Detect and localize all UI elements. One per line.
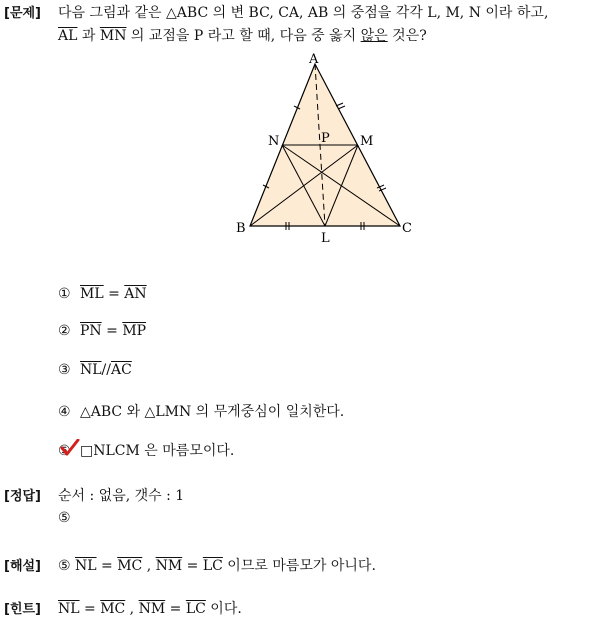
- operator: //: [101, 362, 111, 378]
- choice-number: ③: [58, 362, 71, 378]
- segment-ml: $\overline{ML}$: [80, 286, 104, 302]
- label-m: M: [360, 134, 374, 149]
- choice-5[interactable]: [58, 440, 234, 460]
- segment-lc: $\overline{LC}$: [185, 601, 206, 617]
- hint-line: [58, 598, 242, 618]
- choice-number: ⑤: [58, 558, 71, 574]
- segment-nm: $\overline{NM}$: [155, 558, 183, 574]
- segment-nl: $\overline{NL}$: [58, 601, 80, 617]
- segment-mc: $\overline{MC}$: [117, 558, 143, 574]
- operator: =: [182, 558, 203, 574]
- segment-mc: $\overline{MC}$: [100, 601, 126, 617]
- explanation-tag: [해설]: [4, 559, 41, 574]
- operator: =: [165, 601, 186, 617]
- segment-nl: $\overline{NL}$: [75, 558, 97, 574]
- choice-3[interactable]: [58, 362, 132, 378]
- segment-al: $\overline{AL}$: [58, 28, 78, 44]
- separator: ,: [125, 601, 139, 617]
- problem-text: 과: [77, 28, 100, 44]
- label-b: B: [236, 221, 246, 236]
- answer-line-1: 순서 : 없음, 갯수 : 1: [58, 488, 185, 504]
- segment-mp: $\overline{MP}$: [122, 323, 147, 339]
- choice-text: △ABC 와 △LMN 의 무게중심이 일치한다.: [80, 404, 345, 420]
- hint-text: 이다.: [205, 601, 242, 617]
- operator: =: [79, 601, 101, 617]
- problem-line-1: 다음 그림과 같은 △ABC 의 변 BC, CA, AB 의 중점을 각각 L, M, N 이라 하고,: [58, 5, 549, 21]
- operator: =: [103, 286, 125, 302]
- segment-ac: $\overline{AC}$: [110, 362, 132, 378]
- segment-pn: $\overline{PN}$: [80, 323, 102, 339]
- choice-number: ①: [58, 286, 71, 302]
- segment-an: $\overline{AN}$: [124, 286, 147, 302]
- checkmark-icon: [60, 439, 80, 457]
- choice-number: ②: [58, 323, 71, 339]
- operator: =: [101, 323, 123, 339]
- problem-text: 것은?: [387, 28, 427, 44]
- explanation-line: [58, 555, 376, 575]
- segment-nm: $\overline{NM}$: [138, 601, 166, 617]
- label-p: P: [321, 131, 330, 146]
- segment-nl: $\overline{NL}$: [80, 362, 102, 378]
- answer-tag: [정답]: [4, 489, 41, 504]
- choice-text: □NLCM 은 마름모이다.: [80, 443, 235, 459]
- label-c: C: [402, 221, 412, 236]
- choice-number: ④: [58, 404, 71, 420]
- label-l: L: [321, 231, 330, 246]
- label-n: N: [268, 134, 280, 149]
- answer-line-2: ⑤: [58, 510, 71, 526]
- choice-number: ⑤: [58, 443, 71, 459]
- separator: ,: [142, 558, 156, 574]
- triangle-figure: [230, 48, 420, 248]
- tick-am-1: [336, 103, 343, 106]
- underlined-word: 않은: [360, 28, 388, 44]
- segment-mn: $\overline{MN}$: [99, 28, 127, 44]
- tick-am-2: [338, 106, 345, 109]
- choice-1[interactable]: [58, 286, 147, 302]
- segment-lc: $\overline{LC}$: [202, 558, 223, 574]
- choice-4[interactable]: [58, 401, 344, 421]
- explanation-text: 이므로 마름모가 아니다.: [222, 558, 376, 574]
- problem-text: 의 교점을 P 라고 할 때, 다음 중 옳지: [126, 28, 361, 44]
- hint-tag: [힌트]: [4, 602, 41, 617]
- problem-tag: [문제]: [4, 6, 41, 21]
- choice-2[interactable]: [58, 323, 146, 339]
- problem-line-2: [58, 25, 427, 45]
- operator: =: [96, 558, 118, 574]
- label-a: A: [309, 52, 319, 67]
